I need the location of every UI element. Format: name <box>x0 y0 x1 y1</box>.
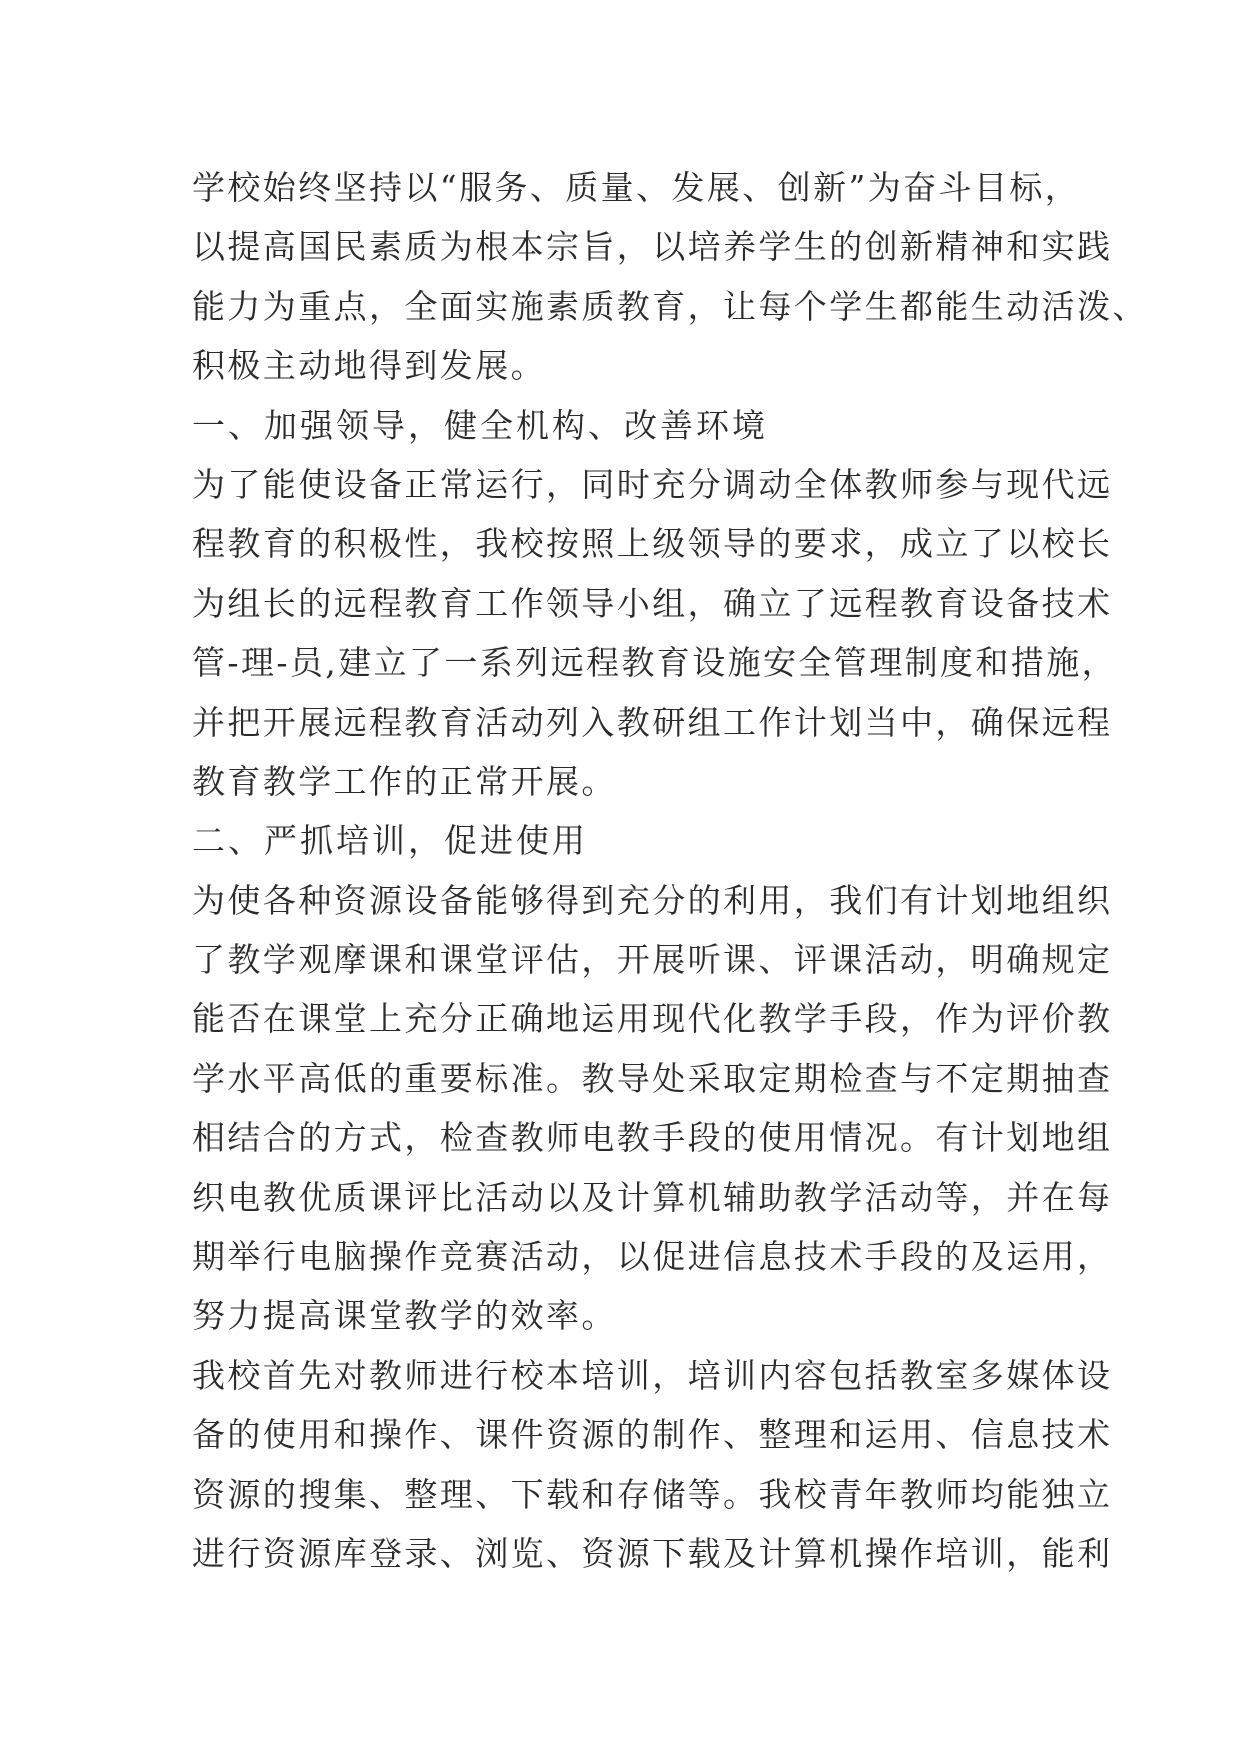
text-line: 了教学观摩课和课堂评估，开展听课、评课活动，明确规定 <box>192 940 1113 980</box>
text-line: 管-理-员,建立了一系列远程教育设施安全管理制度和措施， <box>192 643 1117 683</box>
text-line: 为组长的远程教育工作领导小组，确立了远程教育设备技术 <box>192 583 1113 623</box>
text-line: 能否在课堂上充分正确地运用现代化教学手段，作为评价教 <box>192 999 1113 1039</box>
section-heading: 二、严抓培训，促进使用 <box>192 821 588 861</box>
text-line: 学水平高低的重要标准。教导处采取定期检查与不定期抽查 <box>192 1058 1113 1098</box>
text-line: 备的使用和操作、课件资源的制作、整理和运用、信息技术 <box>192 1415 1113 1455</box>
text-line: 我校首先对教师进行校本培训，培训内容包括教室多媒体设 <box>192 1355 1113 1395</box>
text-line: 教育教学工作的正常开展。 <box>192 761 617 801</box>
text-line: 相结合的方式，检查教师电教手段的使用情况。有计划地组 <box>192 1118 1113 1158</box>
paragraph-school-training <box>192 1346 1113 1584</box>
text-line: 程教育的积极性，我校按照上级领导的要求，成立了以校长 <box>192 524 1113 564</box>
text-line: 并把开展远程教育活动列入教研组工作计划当中，确保远程 <box>192 702 1113 742</box>
section-heading-2 <box>192 811 1052 870</box>
text-line: 积极主动地得到发展。 <box>192 346 546 386</box>
text-line: 资源的搜集、整理、下载和存储等。我校青年教师均能独立 <box>192 1474 1113 1514</box>
paragraph-training <box>192 871 1113 1346</box>
text-line: 进行资源库登录、浏览、资源下载及计算机操作培训，能利 <box>192 1533 1113 1573</box>
section-heading: 一、加强领导，健全机构、改善环境 <box>192 405 768 445</box>
text-line: 为使各种资源设备能够得到充分的利用，我们有计划地组织 <box>192 880 1113 920</box>
section-heading-1 <box>192 396 1052 455</box>
text-line: 能力为重点，全面实施素质教育，让每个学生都能生动活泼、 <box>192 286 1148 326</box>
text-line: 学校始终坚持以“服务、质量、发展、创新”为奋斗目标， <box>192 168 1081 207</box>
text-line: 织电教优质课评比活动以及计算机辅助教学活动等，并在每 <box>192 1177 1113 1217</box>
paragraph-leadership <box>192 455 1117 811</box>
text-line: 努力提高课堂教学的效率。 <box>192 1296 617 1336</box>
document-body <box>192 158 1148 1583</box>
paragraph-intro <box>192 158 1148 396</box>
text-line: 期举行电脑操作竞赛活动，以促进信息技术手段的及运用， <box>192 1237 1113 1277</box>
text-line: 以提高国民素质为根本宗旨，以培养学生的创新精神和实践 <box>192 227 1113 267</box>
text-line: 为了能使设备正常运行，同时充分调动全体教师参与现代远 <box>192 464 1113 504</box>
